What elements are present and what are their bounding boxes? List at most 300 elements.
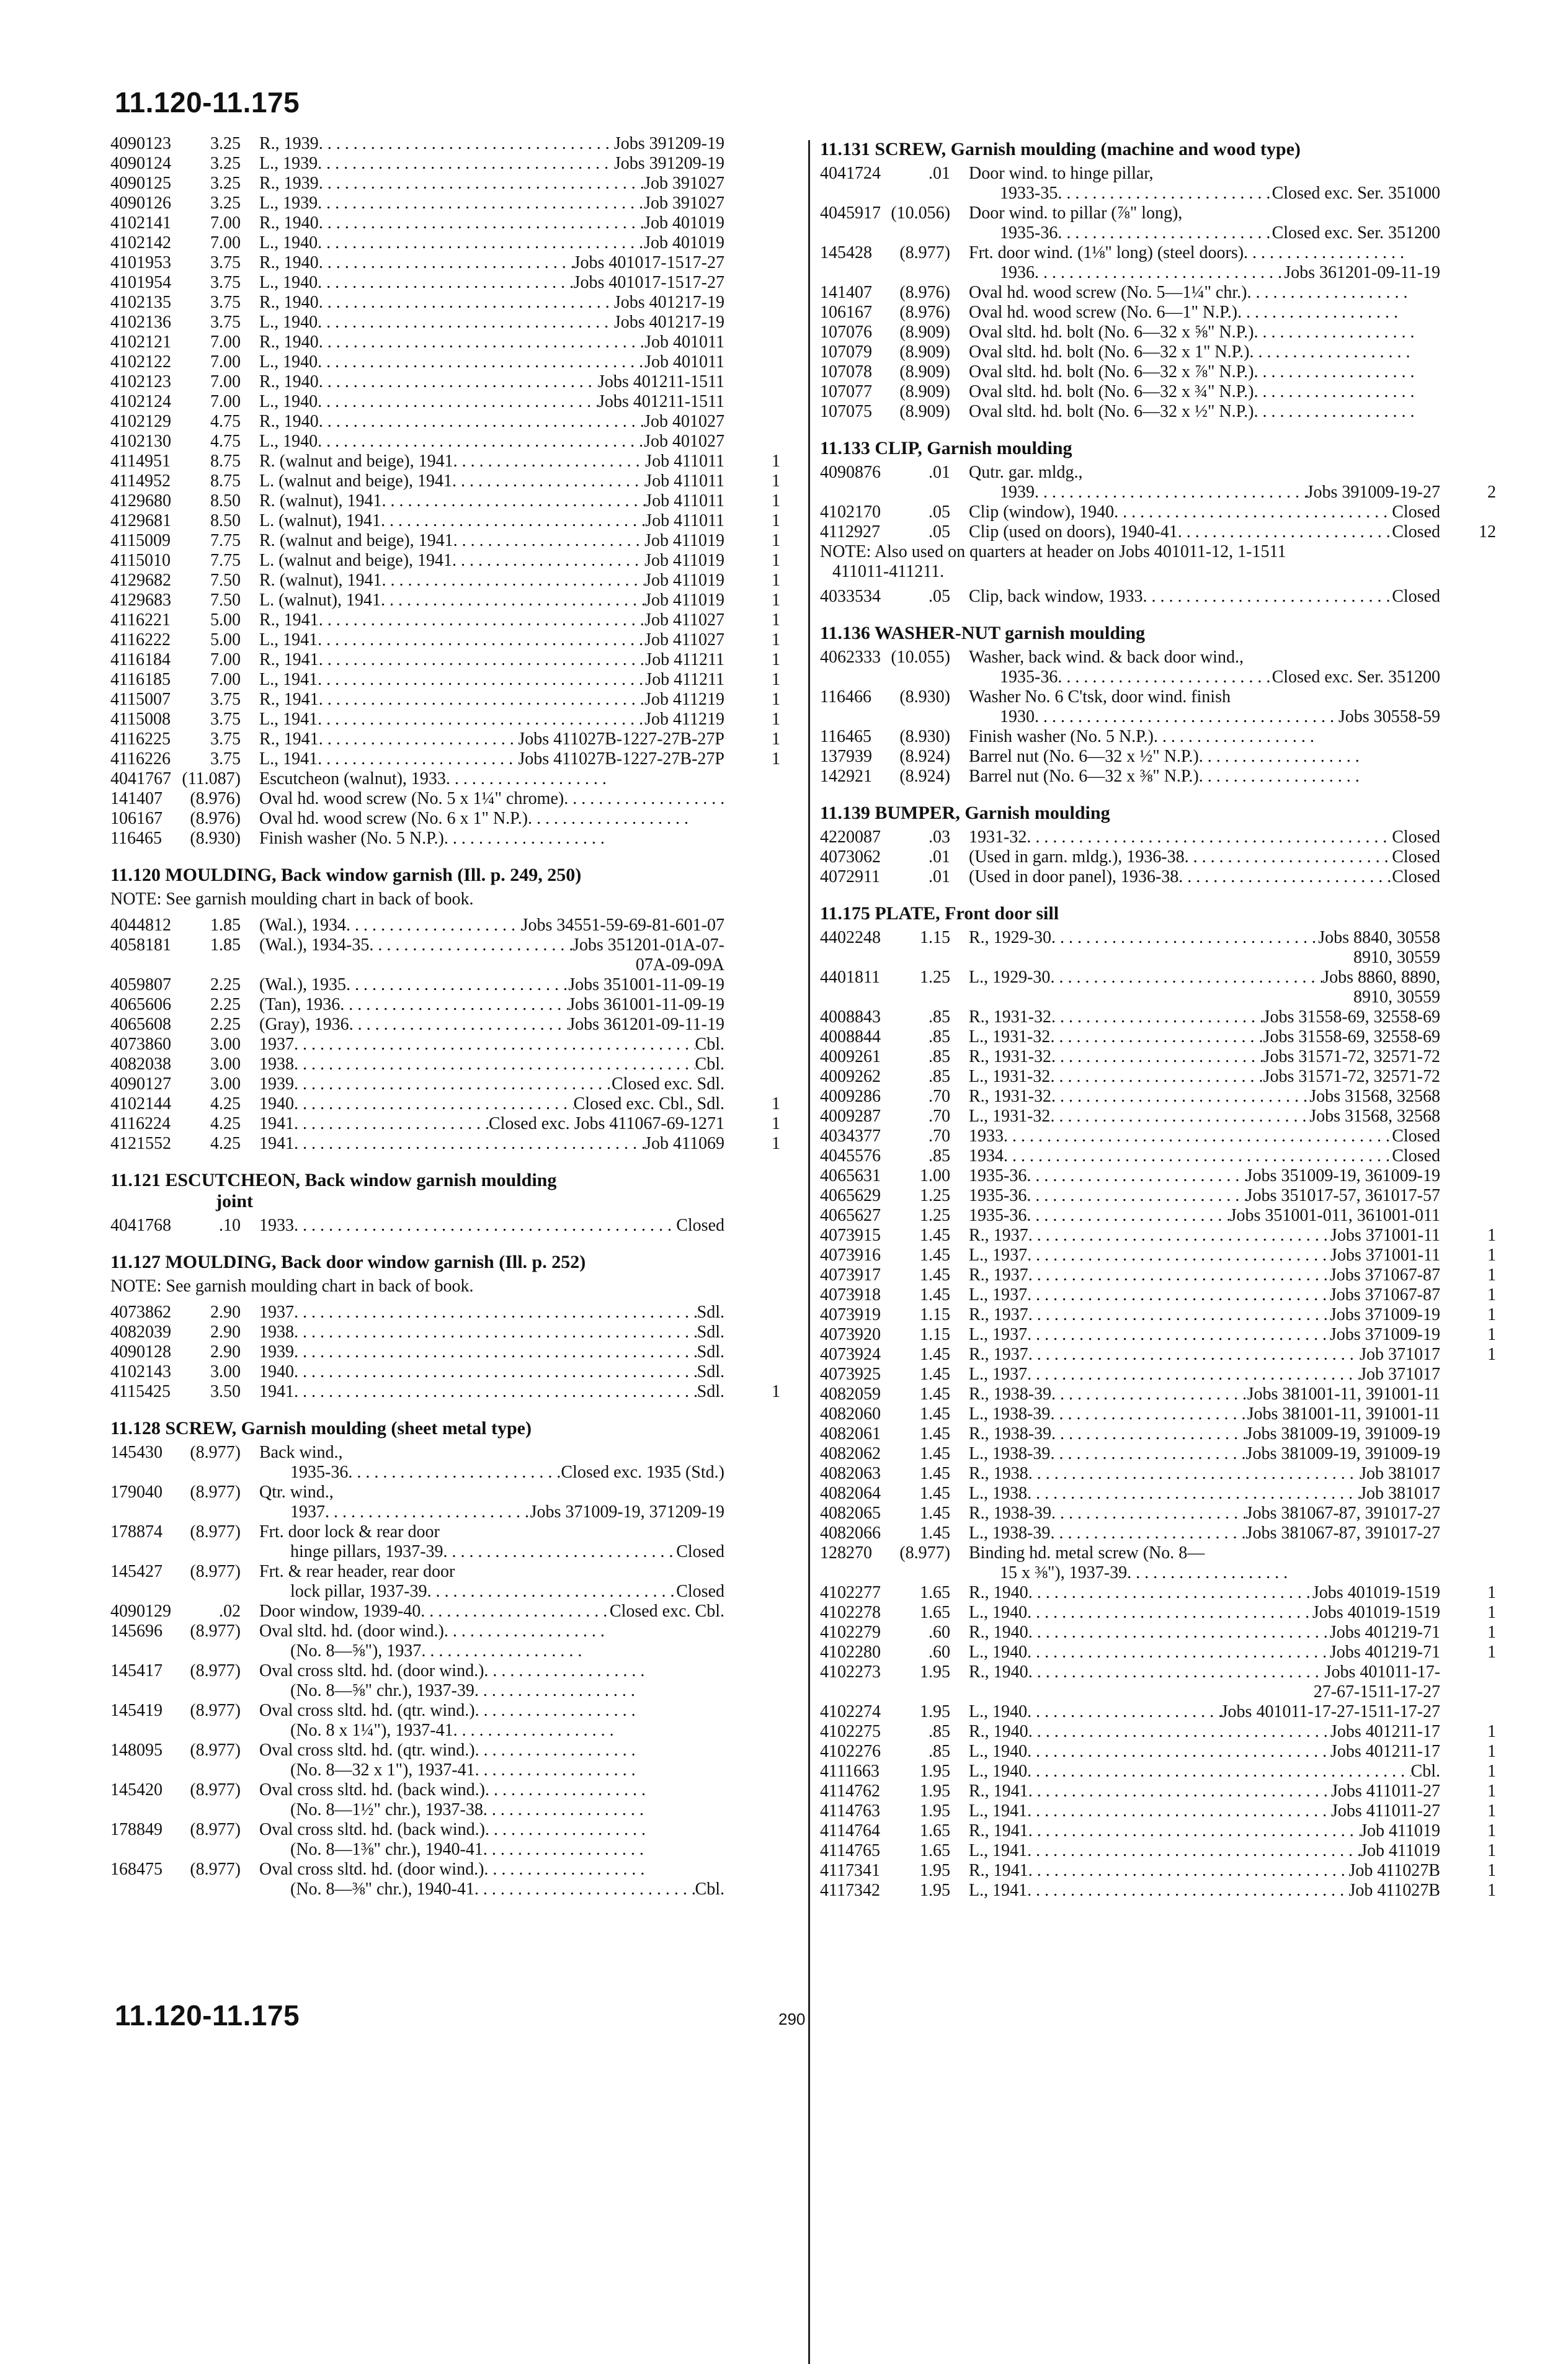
price: 1.25 [920, 1206, 950, 1225]
price: 1.00 [920, 1166, 950, 1185]
description-text: 1937 [259, 1035, 294, 1054]
description [969, 1603, 1440, 1623]
description-text: R., 1938-39 [969, 1504, 1051, 1523]
description-text: R., 1937 [969, 1345, 1028, 1364]
description [259, 995, 724, 1015]
description [969, 1523, 1440, 1543]
description [290, 1800, 724, 1820]
price: 1.45 [920, 1464, 950, 1483]
job-reference: 8910, 30559 [1353, 948, 1440, 967]
part-number: 4102123 [110, 372, 171, 391]
job-reference: Jobs 411011-27 [1330, 1782, 1440, 1801]
list-item [820, 263, 1508, 283]
job-reference: Jobs 401017-1517-27 [573, 273, 724, 292]
description [290, 1641, 724, 1661]
quantity: 1 [1487, 1226, 1496, 1245]
part-number: 4102129 [110, 412, 171, 431]
description [1000, 667, 1440, 687]
part-number: 4115009 [110, 531, 171, 550]
description [259, 1483, 724, 1502]
part-number: 4115010 [110, 551, 171, 570]
description [259, 392, 724, 412]
quantity: 1 [1487, 1742, 1496, 1761]
list-item [820, 1444, 1508, 1464]
part-number: 4116185 [110, 670, 171, 689]
part-number: 4117342 [820, 1881, 880, 1900]
dot-leader [1178, 867, 1392, 887]
description [969, 1841, 1440, 1861]
list-item [820, 342, 1508, 362]
job-reference: Closed exc. Ser. 351200 [1272, 667, 1440, 687]
quantity: 1 [1487, 1841, 1496, 1860]
description-text: (No. 8—⅝" chr.), 1937-39 [290, 1681, 474, 1700]
job-reference: Job 401011 [644, 352, 724, 372]
description-text: L., 1931-32 [969, 1067, 1051, 1086]
dot-leader [1027, 1643, 1330, 1662]
price: 1.45 [920, 1484, 950, 1503]
description [259, 1323, 724, 1342]
description-text: R., 1937 [969, 1265, 1028, 1285]
price: .85 [929, 1027, 950, 1046]
price: .85 [929, 1722, 950, 1741]
description [259, 1362, 724, 1382]
description [259, 1602, 724, 1621]
dot-leader [382, 491, 646, 511]
part-number: 4073915 [820, 1226, 881, 1245]
part-number: 179040 [110, 1483, 163, 1502]
description [259, 1661, 724, 1681]
dot-leader [318, 154, 614, 174]
description [259, 1860, 724, 1880]
description [969, 502, 1440, 522]
part-number: 4041724 [820, 164, 881, 183]
list-item [110, 1820, 797, 1840]
part-number: 4065606 [110, 995, 171, 1014]
description [969, 1881, 1440, 1901]
part-number: 4101954 [110, 273, 171, 292]
part-number: 4102279 [820, 1623, 881, 1642]
dot-leader [319, 174, 644, 194]
description-text: L., 1940 [969, 1603, 1028, 1622]
dot-leader [1028, 1623, 1330, 1643]
list-item [820, 243, 1508, 263]
price: 1.95 [920, 1662, 950, 1682]
description-text: R., 1941 [969, 1782, 1028, 1801]
quantity: 1 [1487, 1305, 1496, 1324]
dot-leader [444, 1621, 605, 1641]
price: 3.75 [210, 253, 241, 272]
dot-leader [1051, 1047, 1263, 1067]
job-reference: Job 401027 [644, 432, 724, 451]
quantity: 1 [772, 1382, 780, 1401]
dot-leader [1237, 303, 1399, 323]
list-item [110, 809, 797, 829]
price: (8.930) [190, 829, 241, 848]
dot-leader [382, 571, 645, 591]
description-text: Barrel nut (No. 6—32 x ½" N.P.) [969, 747, 1199, 766]
job-reference: Closed [1392, 502, 1440, 522]
list-item [820, 648, 1508, 667]
description-text: 1930 [1000, 707, 1035, 726]
dot-leader [484, 1860, 645, 1880]
description [969, 648, 1440, 667]
list-item [820, 827, 1508, 847]
description [969, 1782, 1440, 1801]
dot-leader [485, 1820, 646, 1840]
description [969, 1305, 1440, 1325]
list-item [820, 1523, 1508, 1543]
description [969, 1027, 1440, 1047]
list-item [820, 323, 1508, 342]
description-text: (No. 8 x 1¼"), 1937-41 [290, 1721, 453, 1740]
description [969, 1206, 1440, 1226]
price: 1.45 [920, 1226, 950, 1245]
description-text: R., 1941 [259, 690, 319, 709]
description-text: Qtr. wind., [259, 1483, 334, 1502]
list-item [820, 184, 1508, 203]
dot-leader [1143, 587, 1392, 607]
price: .10 [219, 1216, 241, 1235]
part-number: 148095 [110, 1741, 163, 1760]
price: 1.45 [920, 1404, 950, 1424]
description [259, 432, 724, 452]
job-reference: Closed exc. Sdl. [612, 1074, 724, 1094]
dot-leader [1027, 827, 1392, 847]
description-text: Oval hd. wood screw (No. 5 x 1¼" chrome) [259, 789, 564, 808]
price: 7.75 [210, 551, 241, 570]
right-column [820, 134, 1508, 1901]
list-item [820, 1067, 1508, 1087]
job-reference: Jobs 371067-87 [1329, 1285, 1440, 1305]
dot-leader [294, 1055, 695, 1074]
list-item [820, 283, 1508, 303]
price: 1.65 [920, 1821, 950, 1840]
list-11-120 [110, 916, 797, 1154]
dot-leader [319, 729, 519, 749]
list-item [820, 1047, 1508, 1067]
job-reference: Closed [676, 1216, 724, 1235]
list-item [820, 1682, 1508, 1702]
dot-leader [1028, 1782, 1331, 1801]
description [259, 710, 724, 729]
description-text: (No. 8—1⅜" chr.), 1940-41 [290, 1840, 483, 1859]
dot-leader [381, 591, 644, 610]
description [290, 1880, 724, 1899]
description-text: Oval sltd. hd. bolt (No. 6—32 x ⅝" N.P.) [969, 323, 1254, 342]
description-text: 1933-35 [1000, 184, 1058, 203]
job-reference: Closed [676, 1582, 724, 1601]
part-number: 4102276 [820, 1742, 881, 1761]
description-text: Frt. door lock & rear door [259, 1522, 440, 1541]
job-reference: Jobs 381001-11, 391001-11 [1247, 1404, 1440, 1424]
description [259, 975, 724, 995]
dot-leader [1244, 243, 1405, 263]
dot-leader [349, 1015, 569, 1035]
description [969, 1543, 1440, 1563]
part-number: 4073924 [820, 1345, 881, 1364]
job-reference: Closed exc. Cbl., Sdl. [573, 1094, 724, 1113]
part-number: 142921 [820, 767, 872, 786]
quantity: 1 [772, 1134, 780, 1153]
description-text: L., 1937 [969, 1365, 1028, 1384]
description-text: 15 x ⅜"), 1937-39 [1000, 1563, 1128, 1582]
list-item [820, 1385, 1508, 1404]
job-reference: Jobs 371001-11 [1330, 1226, 1440, 1245]
price: (10.055) [891, 648, 950, 667]
dot-leader [325, 1502, 530, 1522]
price: (8.909) [899, 382, 950, 401]
description [969, 342, 1440, 362]
description [969, 968, 1440, 988]
dot-leader [1185, 847, 1392, 867]
part-number: 4090123 [110, 134, 171, 153]
quantity: 1 [1487, 1603, 1496, 1622]
list-item [110, 1382, 797, 1402]
dot-leader [1199, 747, 1360, 767]
description [259, 571, 724, 591]
job-reference: Job 411069 [644, 1134, 724, 1153]
price: 4.25 [210, 1114, 241, 1133]
part-number: 4102121 [110, 332, 171, 352]
description-text: R., 1940 [259, 332, 319, 352]
part-number: 4082062 [820, 1444, 881, 1463]
price: 7.00 [210, 233, 241, 252]
list-item [110, 789, 797, 809]
description [969, 1186, 1440, 1206]
dot-leader [1028, 1226, 1330, 1246]
job-reference: Sdl. [697, 1303, 724, 1322]
list-item [110, 1323, 797, 1342]
list-item [820, 1762, 1508, 1782]
list-item [110, 995, 797, 1015]
description-text: R., 1941 [259, 610, 319, 630]
price: 1.65 [920, 1841, 950, 1860]
list-item [110, 432, 797, 452]
section-title-11-120: 11.120 MOULDING, Back window garnish (Ill. p. 249, 250) [110, 865, 582, 885]
description-text: 1939 [259, 1342, 294, 1362]
part-number: 4090127 [110, 1074, 171, 1094]
part-number: 107078 [820, 362, 872, 381]
description-text: L., 1938-39 [969, 1404, 1051, 1424]
dot-leader [346, 916, 522, 935]
part-number: 4090876 [820, 463, 881, 482]
dot-leader [474, 1880, 695, 1899]
price: .85 [929, 1007, 950, 1027]
column-divider [808, 140, 810, 2364]
list-item [110, 551, 797, 571]
description [969, 1662, 1440, 1682]
quantity: 1 [1487, 1285, 1496, 1305]
dot-leader [1028, 1861, 1349, 1881]
description-text: 1935-36 [969, 1206, 1027, 1225]
price: .85 [929, 1067, 950, 1086]
list-item [820, 1801, 1508, 1821]
price: 2.25 [210, 995, 241, 1014]
description [259, 916, 724, 935]
price: 1.65 [920, 1583, 950, 1602]
dot-leader [294, 1035, 695, 1055]
description-text: R., 1940 [259, 213, 319, 233]
description [1000, 263, 1440, 283]
part-number: 4114764 [820, 1821, 880, 1840]
list-item [820, 1484, 1508, 1504]
part-number: 145696 [110, 1621, 163, 1641]
description [259, 154, 724, 174]
description-text: L., 1940 [259, 273, 318, 292]
price: (11.087) [182, 769, 241, 788]
list-item [820, 1087, 1508, 1107]
description-text: (Used in door panel), 1936-38 [969, 867, 1179, 886]
price: 7.75 [210, 531, 241, 550]
description [259, 352, 724, 372]
list-item [110, 174, 797, 194]
list-item [820, 1146, 1508, 1166]
part-number: 4129683 [110, 591, 171, 610]
dot-leader [318, 630, 644, 650]
part-number: 145430 [110, 1443, 163, 1462]
part-number: 141407 [820, 283, 872, 302]
list-11-175 [820, 928, 1508, 1901]
description-text: Frt. & rear header, rear door [259, 1562, 455, 1581]
price: .70 [929, 1126, 950, 1146]
job-reference: Jobs 351001-11-09-19 [568, 975, 724, 994]
list-item [110, 1721, 797, 1741]
description-text: R., 1937 [969, 1305, 1028, 1324]
description [969, 1504, 1440, 1523]
list-item [110, 1741, 797, 1760]
description [969, 1623, 1440, 1643]
dot-leader [1028, 1265, 1330, 1285]
list-item [820, 687, 1508, 707]
job-reference: Job 401011 [644, 332, 724, 352]
job-reference: Job 411011 [645, 452, 724, 471]
job-reference: Jobs 401217-19 [613, 293, 724, 312]
part-number: 4073062 [820, 847, 881, 867]
description [969, 382, 1440, 402]
job-reference: Jobs 401219-71 [1329, 1623, 1440, 1642]
price: 4.75 [210, 432, 241, 451]
description-text: 1939 [259, 1074, 294, 1094]
dot-leader [294, 1216, 676, 1236]
list-item [820, 707, 1508, 727]
part-number: 4116222 [110, 630, 171, 649]
list-item [110, 975, 797, 995]
job-reference: Job 401027 [644, 412, 724, 431]
list-item [820, 988, 1508, 1007]
list-item [820, 667, 1508, 687]
dot-leader [1027, 1365, 1360, 1385]
description [259, 1055, 724, 1074]
dot-leader [483, 1840, 644, 1860]
description [259, 829, 724, 849]
quantity: 1 [772, 491, 780, 511]
job-reference: Jobs 351017-57, 361017-57 [1245, 1186, 1440, 1205]
price: .85 [929, 1146, 950, 1166]
list-item [820, 164, 1508, 184]
part-number: 4058181 [110, 935, 171, 955]
part-number: 4116225 [110, 729, 171, 749]
price: .70 [929, 1087, 950, 1106]
list-item [820, 402, 1508, 422]
description [969, 1345, 1440, 1365]
dot-leader [1035, 483, 1307, 502]
dot-leader [1028, 1722, 1330, 1742]
description-text: L., 1939 [259, 154, 318, 173]
description [969, 1265, 1440, 1285]
description [259, 1562, 724, 1582]
dot-leader [294, 1074, 612, 1094]
job-reference: Closed [1392, 587, 1440, 606]
description [290, 1840, 724, 1860]
list-item [110, 729, 797, 749]
quantity: 1 [772, 471, 780, 491]
part-number: 4090124 [110, 154, 171, 173]
list-item [110, 392, 797, 412]
description [259, 1621, 724, 1641]
description [259, 769, 724, 789]
description-text: R., 1938-39 [969, 1385, 1051, 1404]
part-number: 4102278 [820, 1603, 881, 1622]
description [969, 283, 1440, 303]
dot-leader [1051, 1424, 1246, 1444]
price: 1.45 [920, 1265, 950, 1285]
part-number: 145417 [110, 1661, 163, 1680]
dot-leader [1050, 1523, 1245, 1543]
page-number: 290 [778, 2010, 806, 2028]
dot-leader [319, 610, 644, 630]
list-item [110, 253, 797, 273]
part-number: 4082061 [820, 1424, 881, 1443]
description [969, 203, 1440, 223]
description [969, 1722, 1440, 1742]
job-reference: Jobs 401211-17 [1330, 1722, 1440, 1741]
dot-leader [340, 995, 568, 1015]
part-number: 4082064 [820, 1484, 881, 1503]
part-number: 4115008 [110, 710, 171, 729]
list-item [110, 769, 797, 789]
dot-leader [1050, 1067, 1263, 1087]
dot-leader [1028, 1464, 1360, 1484]
part-number: 4073920 [820, 1325, 881, 1344]
description-text: Oval hd. wood screw (No. 6—1" N.P.) [969, 303, 1237, 322]
list-item [110, 313, 797, 332]
description [259, 194, 724, 213]
dot-leader [318, 710, 644, 729]
description-text: Frt. door wind. (1⅛" long) (steel doors) [969, 243, 1244, 262]
price: 2.25 [210, 975, 241, 994]
job-reference: Jobs 361001-11-09-19 [568, 995, 724, 1014]
dot-leader [1035, 707, 1339, 727]
list-item [820, 1782, 1508, 1801]
dot-leader [1028, 1821, 1360, 1841]
part-number: 116465 [820, 727, 871, 746]
description-text: L. (walnut), 1941 [259, 511, 381, 530]
description-text: L., 1941 [969, 1881, 1028, 1900]
description [969, 1424, 1440, 1444]
description-text: 1941 [259, 1382, 294, 1401]
list-item [110, 134, 797, 154]
price: (8.977) [190, 1522, 241, 1541]
description [259, 511, 724, 531]
job-reference: Jobs 351201-01A-07- [572, 935, 724, 955]
dot-leader [1249, 342, 1410, 362]
job-reference: Jobs 401011-17- [1324, 1662, 1440, 1682]
description-text: R., 1937 [969, 1226, 1028, 1245]
part-number: 4082060 [820, 1404, 881, 1424]
job-reference: Jobs 411011-27 [1330, 1801, 1440, 1821]
list-item [110, 1342, 797, 1362]
job-reference: Jobs 371009-19 [1329, 1305, 1440, 1324]
